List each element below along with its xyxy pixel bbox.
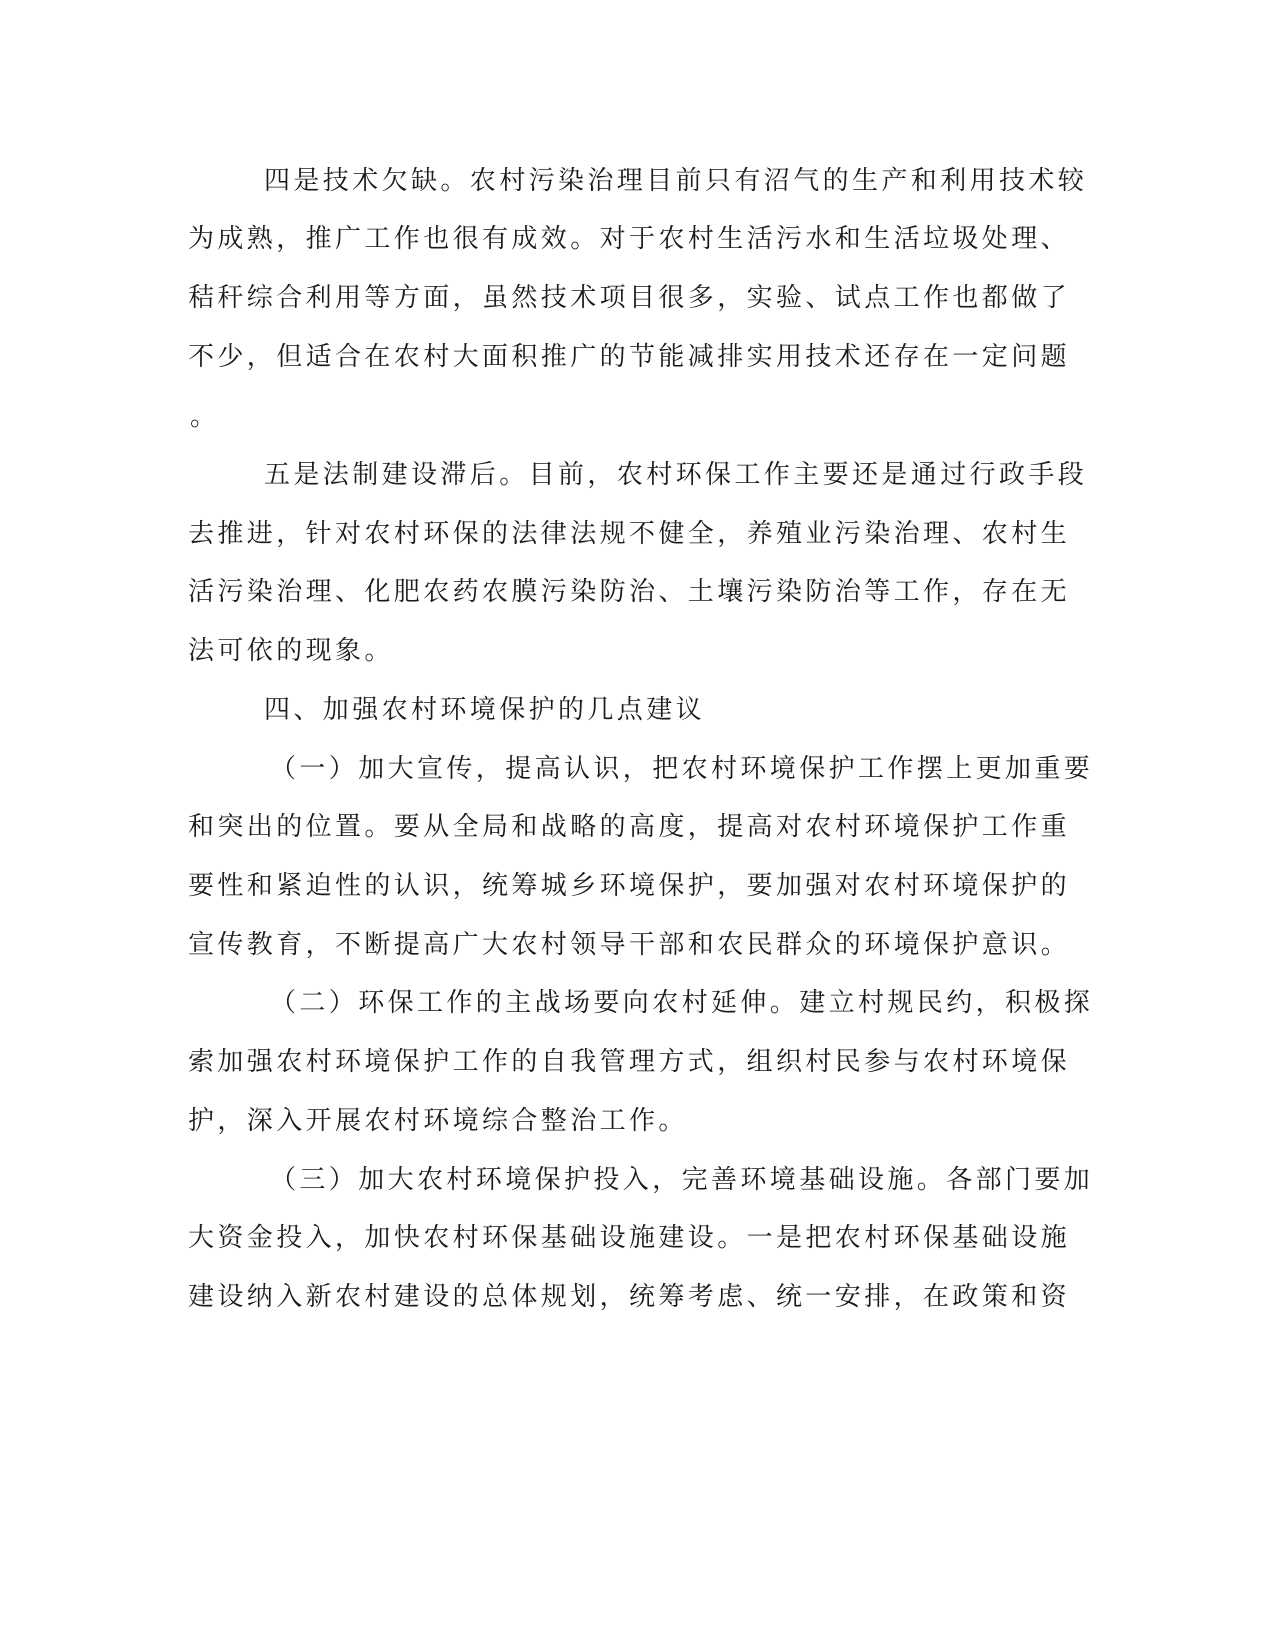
text-line: 法可依的现象。 bbox=[188, 636, 394, 666]
text-line: 去推进，针对农村环保的法律法规不健全，养殖业污染治理、农村生 bbox=[188, 519, 1071, 549]
text-line: 建设纳入新农村建设的总体规划，统筹考虑、统一安排，在政策和资 bbox=[188, 1282, 1071, 1312]
text-line: 五是法制建设滞后。目前，农村环保工作主要还是通过行政手段 bbox=[264, 460, 1088, 490]
text-line: 秸秆综合利用等方面，虽然技术项目很多，实验、试点工作也都做了 bbox=[188, 283, 1071, 313]
section-heading: 四、加强农村环境保护的几点建议 bbox=[264, 695, 706, 725]
text-line: 索加强农村环境保护工作的自我管理方式，组织村民参与农村环境保 bbox=[188, 1047, 1071, 1077]
text-line: 不少，但适合在农村大面积推广的节能减排实用技术还存在一定问题 bbox=[188, 342, 1071, 372]
text-line: 为成熟，推广工作也很有成效。对于农村生活污水和生活垃圾处理、 bbox=[188, 224, 1071, 254]
text-line: 要性和紧迫性的认识，统筹城乡环境保护，要加强对农村环境保护的 bbox=[188, 871, 1071, 901]
text-line: （三）加大农村环境保护投入，完善环境基础设施。各部门要加 bbox=[270, 1165, 1094, 1195]
text-line: 护，深入开展农村环境综合整治工作。 bbox=[188, 1106, 688, 1136]
text-line: 四是技术欠缺。农村污染治理目前只有沼气的生产和利用技术较 bbox=[264, 166, 1088, 196]
text-line: 。 bbox=[190, 402, 220, 432]
text-line: 活污染治理、化肥农药农膜污染防治、土壤污染防治等工作，存在无 bbox=[188, 577, 1071, 607]
text-line: （二）环保工作的主战场要向农村延伸。建立村规民约，积极探 bbox=[270, 988, 1094, 1018]
text-line: 宣传教育，不断提高广大农村领导干部和农民群众的环境保护意识。 bbox=[188, 930, 1071, 960]
text-line: 大资金投入，加快农村环保基础设施建设。一是把农村环保基础设施 bbox=[188, 1223, 1071, 1253]
text-line: 和突出的位置。要从全局和战略的高度，提高对农村环境保护工作重 bbox=[188, 812, 1071, 842]
text-line: （一）加大宣传，提高认识，把农村环境保护工作摆上更加重要 bbox=[270, 754, 1094, 784]
